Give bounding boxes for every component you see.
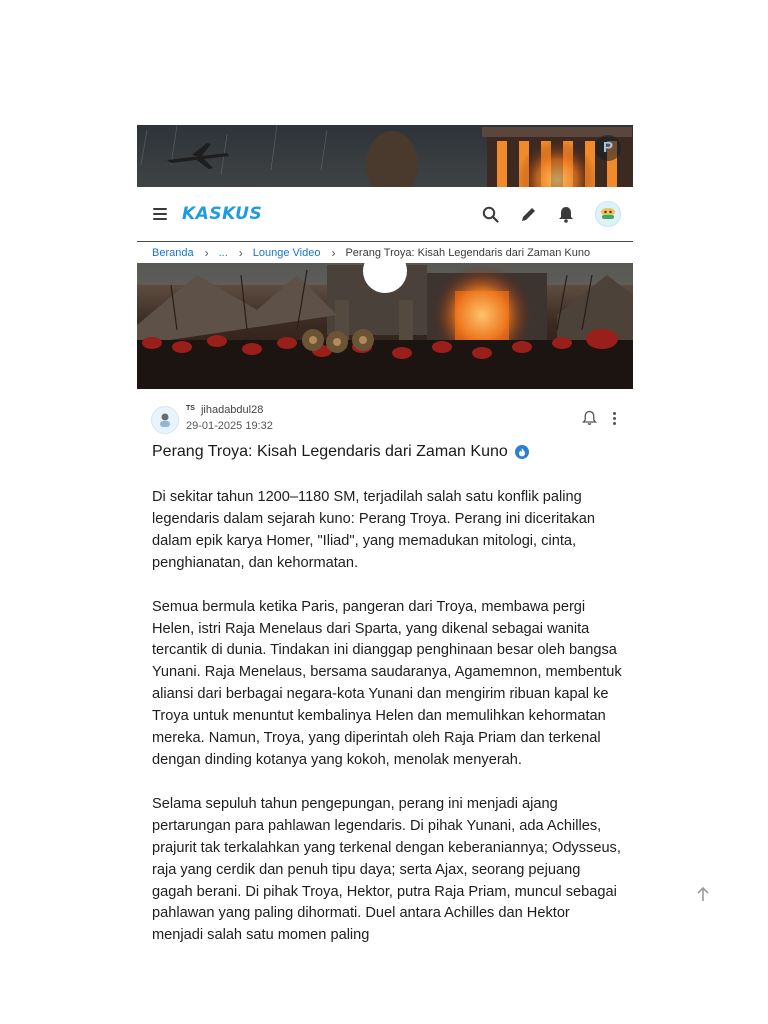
chevron-right-icon: › — [204, 245, 209, 260]
breadcrumb-category-link[interactable]: Lounge Video — [252, 246, 321, 259]
post-date: 29-01-2025 19:32 — [186, 420, 273, 432]
more-options-icon[interactable] — [610, 410, 619, 427]
menu-icon[interactable] — [153, 208, 167, 220]
kaskus-logo[interactable]: KASKUS — [182, 204, 263, 224]
post-paragraph: Selama sepuluh tahun pengepungan, perang ini menjadi ajang pertarungan para pahlawan legendaris. Di pihak Yunani, ada Achilles, prajurit tak terkalahkan yang terkenal dengan keberaniannya; Odysseus, raja yang cerdik dan penuh tipu daya; serta Ajax, seorang pejuang gagah berani. Di pihak Troya, Hektor, putra Raja Priam, muncul sebagai pahlawan yang paling dihormati. Duel antara Achilles dan Hektor menjadi salah satu momen paling — [152, 795, 621, 944]
breadcrumb-ellipsis-link[interactable]: ... — [218, 246, 228, 259]
post-actions — [580, 409, 619, 427]
post-title: Perang Troya: Kisah Legendaris dari Zaman Kuno — [152, 443, 622, 461]
post-paragraph: Semua bermula ketika Paris, pangeran dari Troya, membawa pergi Helen, istri Raja Menelaus dari Sparta, yang dikenal sebagai wanita tercantik di dunia. Tindakan ini dianggap penghinaan besar oleh bangsa Yunani. Raja Menelaus, bersama saudaranya, Agamemnon, membentuk aliansi dari berbagai negara-kota Yunani dan mengirim ribuan kapal ke Troya untuk menuntut kembalinya Helen dan memulihkan kehormatan mereka. Namun, Troya, yang diperintah oleh Raja Priam dan terkenal dengan dinding kotanya yang kokoh, menolak menyerah. — [152, 598, 622, 768]
bell-icon[interactable] — [557, 205, 575, 223]
search-icon[interactable] — [481, 205, 499, 223]
ts-badge: TS — [186, 404, 195, 412]
scroll-to-top-button[interactable] — [693, 884, 713, 904]
post-paragraph: Di sekitar tahun 1200–1180 SM, terjadilah salah satu konflik paling legendaris dalam sejarah kuno: Perang Troya. Perang ini diceritakan dalam epik karya Homer, "Iliad", yang memadukan mitologi, cinta, penghianatan, dan kehormatan. — [152, 489, 595, 571]
chevron-right-icon: › — [238, 245, 243, 260]
top-navbar — [137, 187, 633, 241]
hero-badge[interactable]: P — [595, 135, 621, 161]
breadcrumb-home-link[interactable]: Beranda — [152, 246, 194, 259]
post-body — [152, 487, 622, 969]
user-avatar[interactable] — [595, 201, 621, 227]
edit-icon[interactable] — [519, 205, 537, 223]
breadcrumb — [137, 241, 633, 263]
breadcrumb-current: Perang Troya: Kisah Legendaris dari Zaman Kuno — [345, 246, 591, 259]
header-actions — [481, 201, 621, 227]
author-row — [151, 404, 619, 436]
author-name[interactable]: jihadabdul28 — [200, 404, 264, 416]
chevron-right-icon: › — [331, 245, 336, 260]
arrow-up-icon — [696, 886, 710, 902]
author-avatar[interactable] — [151, 406, 179, 434]
bell-outline-icon[interactable] — [580, 409, 598, 427]
hot-thread-icon — [515, 445, 529, 459]
page-frame — [137, 125, 633, 1024]
author-meta — [186, 404, 273, 432]
